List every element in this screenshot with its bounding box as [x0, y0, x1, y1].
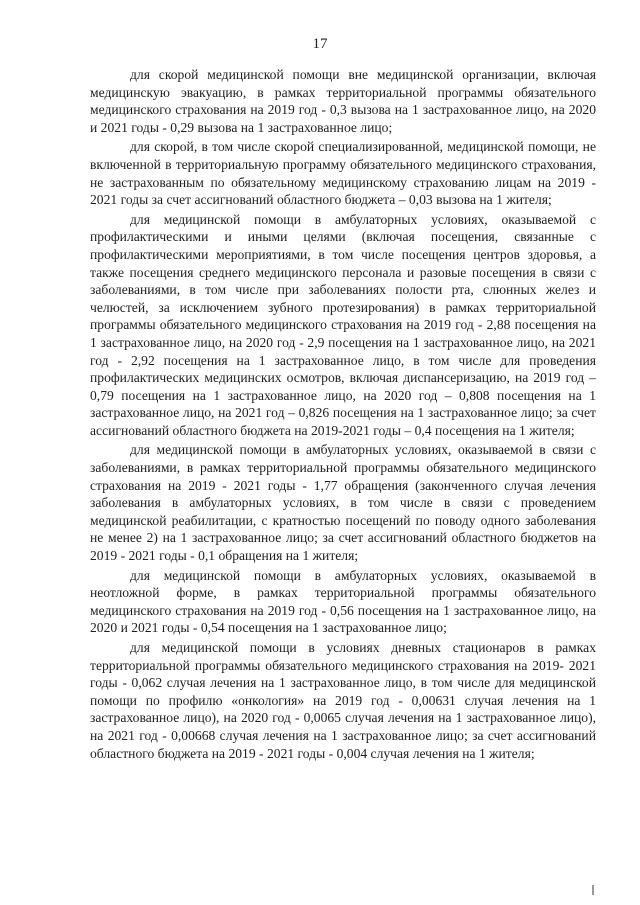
page-number: 17 [312, 36, 328, 52]
paragraph-outpatient-preventive: для медицинской помощи в амбулаторных условиях, оказываемой с профилактическими и иными целями (включая посещения, связанные с профилактическими мероприятиями, в том числе посещения центров здоровья, а также посещения среднего медицинского персонала и разовые посещения в связи с заболеваниями, в том числе при заболеваниях полости рта, слюнных желез и челюстей, за исключением зубного протезирования) в рамках территориальной программы обязательного медицинского страхования на 2019 год - 2,88 посещения на 1 застрахованное лицо, на 2020 год - 2,9 посещения на 1 застрахованное лицо, на 2021 год - 2,92 посещения на 1 застрахованное лицо, в том числе для проведения профилактических медицинских осмотров, включая диспансеризацию, на 2019 год – 0,79 посещения на 1 застрахованное лицо, на 2020 год – 0,808 посещения на 1 застрахованное лицо, на 2021 год – 0,826 посещения на 1 застрахованное лицо; за счет ассигнований областного бюджета на 2019-2021 годы – 0,4 посещения на 1 жителя; [90, 211, 596, 438]
paragraph-day-hospital: для медицинской помощи в условиях дневных стационаров в рамках территориальной программы обязательного медицинского страхования на 2019- 2021 годы - 0,062 случая лечения на 1 застрахованное лицо, в том числе для медицинской помощи по профилю «онкология» на 2019 год - 0,00631 случая лечения на 1 застрахованное лицо), на 2020 год - 0,0065 случая лечения на 1 застрахованное лицо), на 2021 год - 0,00668 случая лечения на 1 застрахованное лицо; за счет ассигнований областного бюджета на 2019 - 2021 годы - 0,004 случая лечения на 1 жителя; [90, 640, 596, 761]
paragraph-emergency-care-regional: для скорой, в том числе скорой специализированной, медицинской помощи, не включенной в территориальную программу обязательного медицинского страхования, не застрахованным по обязательному медицинскому страхованию лицам на 2019 - 2021 годы за счет ассигнований областного бюджета – 0,03 вызова на 1 жителя; [90, 139, 596, 208]
scan-artifact-mark [592, 885, 594, 895]
document-body [90, 66, 596, 762]
paragraph-outpatient-disease: для медицинской помощи в амбулаторных условиях, оказываемой в связи с заболеваниями, в рамках территориальной программы обязательного медицинского страхования на 2019 - 2021 годы - 1,77 обращения (законченного случая лечения заболевания в амбулаторных условиях, в том числе в связи с проведением медицинской реабилитации, с кратностью посещений по поводу одного заболевания не менее 2) на 1 застрахованное лицо; за счет ассигнований областного бюджетов на 2019 - 2021 годы - 0,1 обращения на 1 жителя; [90, 442, 596, 564]
paragraph-emergency-care-oms: для скорой медицинской помощи вне медицинской организации, включая медицинскую эвакуацию, в рамках территориальной программы обязательного медицинского страхования на 2019 год - 0,3 вызова на 1 застрахованное лицо, на 2020 и 2021 годы - 0,29 вызова на 1 застрахованное лицо; [90, 67, 596, 135]
paragraph-outpatient-urgent: для медицинской помощи в амбулаторных условиях, оказываемой в неотложной форме, в рамках территориальной программы обязательного медицинского страхования на 2019 год - 0,56 посещения на 1 застрахованное лицо, на 2020 и 2021 годы - 0,54 посещения на 1 застрахованное лицо; [90, 567, 596, 636]
